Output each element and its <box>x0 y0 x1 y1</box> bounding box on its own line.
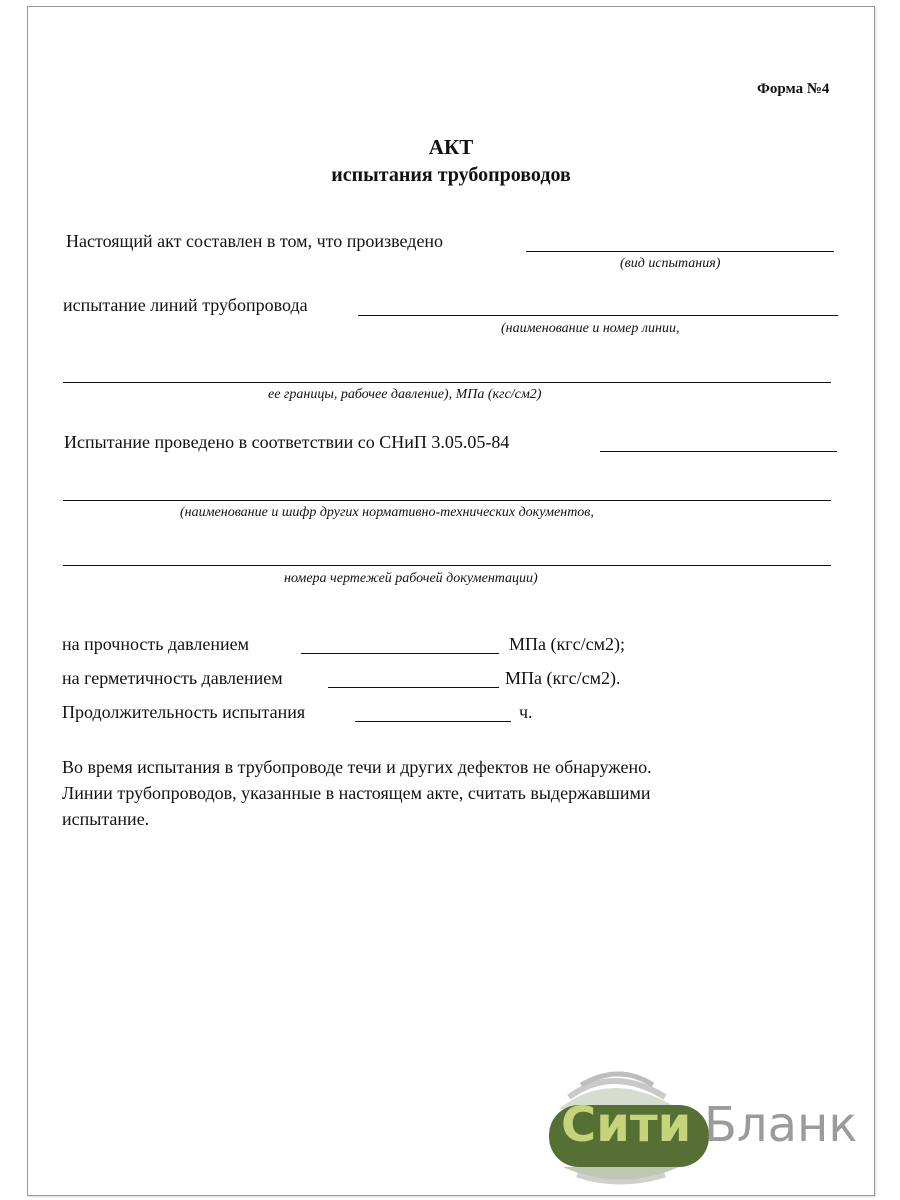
test-type-caption: (вид испытания) <box>620 256 721 271</box>
strength-pressure-unit: МПа (кгс/см2); <box>509 634 625 654</box>
sitiblank-logo <box>541 1057 861 1187</box>
line-name-caption: (наименование и номер линии, <box>501 321 680 336</box>
line-boundaries-blank[interactable] <box>63 382 831 383</box>
conclusion-line-2: Линии трубопроводов, указанные в настоящем акте, считать выдержавшими <box>62 783 651 803</box>
intro-text: Настоящий акт составлен в том, что произведено <box>66 231 444 251</box>
document-title: АКТ <box>428 135 474 159</box>
other-documents-blank[interactable] <box>63 500 831 501</box>
duration-blank[interactable] <box>355 721 511 722</box>
duration-label: Продолжительность испытания <box>62 702 306 722</box>
line-name-blank[interactable] <box>358 315 838 316</box>
document-page <box>27 6 875 1196</box>
line-boundaries-caption: ее границы, рабочее давление), МПа (кгс/см2) <box>268 387 542 402</box>
tightness-pressure-unit: МПа (кгс/см2). <box>505 668 621 688</box>
conclusion-line-1: Во время испытания в трубопроводе течи и других дефектов не обнаружено. <box>62 757 652 777</box>
conclusion-line-3: испытание. <box>62 809 150 829</box>
logo-text-blank: Бланк <box>704 1097 858 1153</box>
standard-text: Испытание проведено в соответствии со СНиП 3.05.05-84 <box>64 432 510 452</box>
duration-unit: ч. <box>519 702 533 722</box>
tightness-pressure-blank[interactable] <box>328 687 499 688</box>
strength-pressure-label: на прочность давлением <box>62 634 250 654</box>
document-subtitle: испытания трубопроводов <box>331 164 571 186</box>
pipeline-lines-label: испытание линий трубопровода <box>63 295 308 315</box>
drawings-caption: номера чертежей рабочей документации) <box>284 571 538 586</box>
strength-pressure-blank[interactable] <box>301 653 499 654</box>
form-number: Форма №4 <box>757 81 830 97</box>
tightness-pressure-label: на герметичность давлением <box>62 668 283 688</box>
logo-text-siti: Сити <box>561 1097 692 1153</box>
drawings-blank[interactable] <box>63 565 831 566</box>
test-type-blank[interactable] <box>526 251 834 252</box>
other-documents-caption: (наименование и шифр других нормативно-технических документов, <box>180 505 594 520</box>
standard-blank[interactable] <box>600 451 837 452</box>
